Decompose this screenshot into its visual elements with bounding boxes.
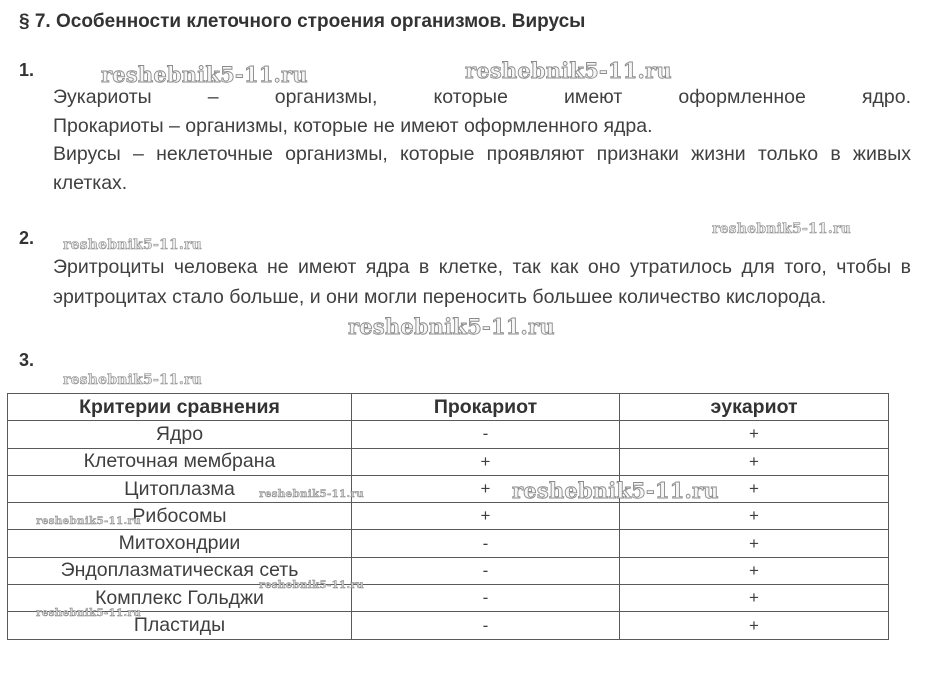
- answer-line-viruses: Вирусы – неклеточные организмы, которые проявляют признаки жизни только в живых клетках.: [53, 143, 911, 194]
- criterion-cell: Рибосомы: [8, 503, 352, 530]
- criterion-cell: Эндоплазматическая сеть: [8, 557, 352, 584]
- eukaryote-mark: +: [620, 503, 889, 530]
- watermark: reshebnik5-11.ru: [63, 372, 202, 388]
- question-3-number: 3.: [19, 350, 35, 370]
- eukaryote-mark: +: [620, 612, 889, 639]
- question-2-number: 2.: [19, 228, 35, 248]
- watermark: reshebnik5-11.ru: [36, 607, 141, 619]
- table-row: [8, 530, 889, 557]
- table-row: [8, 448, 889, 475]
- watermark: reshebnik5-11.ru: [259, 579, 364, 591]
- answer-paragraph-erythrocytes: Эритроциты человека не имеют ядра в клетке, так как оно утратилось для того, чтобы в эритроцитах стало больше, и они могли переносить большее количество кислорода.: [53, 256, 911, 308]
- watermark: reshebnik5-11.ru: [465, 58, 672, 83]
- watermark: reshebnik5-11.ru: [712, 221, 851, 237]
- answer-line-prokaryotes: Прокариоты – организмы, которые не имеют оформленного ядра.: [53, 114, 653, 137]
- column-header-criteria: Критерии сравнения: [8, 394, 352, 421]
- column-header-prokaryote: Прокариот: [352, 394, 620, 421]
- prokaryote-mark: -: [352, 530, 620, 557]
- prokaryote-mark: +: [352, 503, 620, 530]
- criterion-cell: Клеточная мембрана: [8, 448, 352, 475]
- question-2-answer: [53, 252, 911, 312]
- eukaryote-mark: +: [620, 530, 889, 557]
- eukaryote-mark: +: [620, 585, 889, 612]
- criterion-cell: Пластиды: [8, 612, 352, 639]
- table-header-row: [8, 394, 889, 421]
- table-row: [8, 585, 889, 612]
- eukaryote-mark: +: [620, 448, 889, 475]
- eukaryote-mark: +: [620, 557, 889, 584]
- comparison-table: [7, 393, 889, 640]
- eukaryote-mark: +: [620, 475, 889, 502]
- watermark: reshebnik5-11.ru: [512, 478, 719, 503]
- watermark: reshebnik5-11.ru: [36, 515, 141, 527]
- watermark: reshebnik5-11.ru: [63, 237, 202, 253]
- watermark: reshebnik5-11.ru: [101, 62, 308, 87]
- prokaryote-mark: -: [352, 421, 620, 448]
- page-title: § 7. Особенности клеточного строения организмов. Вирусы: [19, 11, 586, 32]
- criterion-cell: Митохондрии: [8, 530, 352, 557]
- criterion-cell: Ядро: [8, 421, 352, 448]
- watermark: reshebnik5-11.ru: [259, 488, 364, 500]
- table-row: [8, 421, 889, 448]
- table-row: [8, 557, 889, 584]
- table-row: [8, 475, 889, 502]
- column-header-eukaryote: эукариот: [620, 394, 889, 421]
- prokaryote-mark: +: [352, 448, 620, 475]
- table-row: [8, 612, 889, 639]
- criterion-cell: Комплекс Гольджи: [8, 585, 352, 612]
- eukaryote-mark: +: [620, 421, 889, 448]
- criterion-cell: Цитоплазма: [8, 475, 352, 502]
- prokaryote-mark: -: [352, 585, 620, 612]
- prokaryote-mark: +: [352, 475, 620, 502]
- prokaryote-mark: -: [352, 612, 620, 639]
- watermark: reshebnik5-11.ru: [348, 314, 555, 339]
- table-row: [8, 503, 889, 530]
- answer-line-eukaryotes: Эукариоты – организмы, которые имеют оформленное ядро.: [53, 86, 911, 108]
- question-1-answer: [53, 83, 911, 197]
- prokaryote-mark: -: [352, 557, 620, 584]
- question-1-number: 1.: [19, 60, 35, 80]
